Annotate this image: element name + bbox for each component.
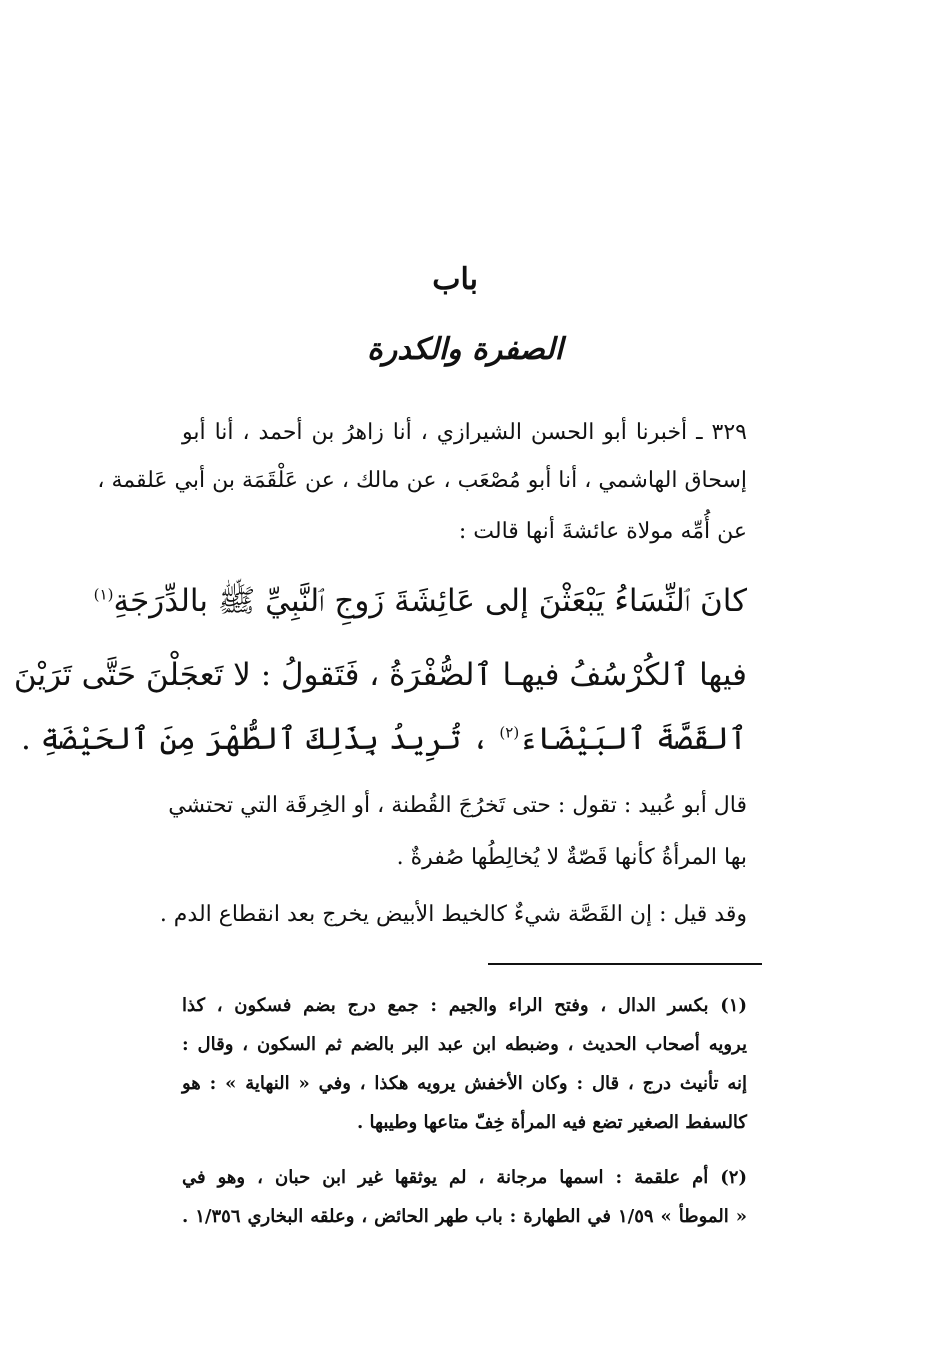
footnote-1-line-4: كالسفط الصغير تضع فيه المرأة خِفّ متاعها وطيبها . (357, 1112, 747, 1133)
comment-line-1: قال أبو عُبيد : تقول : حتى تَخرُجَ القُطنة ، أو الخِرقَة التي تحتشي (168, 793, 747, 818)
footnote-1-line-2: يرويه أصحاب الحديث ، وضبطه ابن عبد البر بالضم ثم السكون ، وقال : (182, 1034, 747, 1055)
intro-line-3: عن أُمِّه مولاة عائشةَ أنها قالت : (458, 519, 747, 544)
footnote-marker-2: (٢) (499, 723, 520, 742)
hadith-line-3 (20, 721, 747, 757)
footnote-marker-1: (١) (93, 585, 114, 604)
footnote-1-line-3: إنه تأنيث درج ، قال : وكان الأخفش يرويه هكذا ، وفي « النهاية » : هو (182, 1073, 747, 1094)
hadith-line-1-text: كانَ ٱلنِّسَاءُ يَبْعَثْنَ إلى عَائِشَةَ زَوجِ ٱلنَّبِيِّ ﷺ بالدِّرَجَةِ (113, 583, 747, 619)
intro-line-1: ٣٢٩ ـ أخبرنا أبو الحسن الشيرازي ، أنا زاهرُ بن أحمد ، أنا أبو (182, 420, 747, 445)
hadith-line-1 (93, 583, 747, 619)
footnote-separator (488, 963, 762, 965)
footnote-1-line-1: (١) بكسر الدال ، وفتح الراء والجيم : جمع درج بضم فسكون ، كذا (182, 995, 747, 1016)
chapter-title: الصفرة والكدرة (367, 332, 563, 367)
footnote-2-line-1: (٢) أم علقمة : اسمها مرجانة ، لم يوثقها غير ابن حبان ، وهو في (182, 1167, 747, 1188)
hadith-line-2: فيها ٱلكُرْسُفُ فيهـا ٱلصُّفْرَةُ ، فَتَقولُ : لا تَعجَلْنَ حَتَّى تَرَيْنَ (13, 657, 747, 693)
comment-line-2: بها المرأةُ كأنها قَصّةٌ لا يُخالِطُها صُفرةٌ . (396, 845, 747, 870)
hadith-line-3-text-b: ، تُرِيدُ بِذَلِكَ ٱلطُّهْرَ مِنَ ٱلحَيْضَةِ . (20, 721, 490, 757)
chapter-label: باب (432, 262, 478, 297)
comment-line-3: وقد قيل : إن القَصَّة شيءٌ كالخيط الأبيض يخرج بعد انقطاع الدم . (159, 902, 747, 927)
intro-line-2: إسحاق الهاشمي ، أنا أبو مُصْعَب ، عن مالك ، عن عَلْقَمَة بن أبي عَلقمة ، (97, 468, 747, 493)
footnote-2-line-2: « الموطأ » ١/٥٩ في الطهارة : باب طهر الحائض ، وعلقه البخاري ١/٣٥٦ . (182, 1206, 747, 1227)
hadith-line-3-text-a: ٱلقَصَّةَ ٱلبَيْضَاءَ (519, 721, 747, 757)
